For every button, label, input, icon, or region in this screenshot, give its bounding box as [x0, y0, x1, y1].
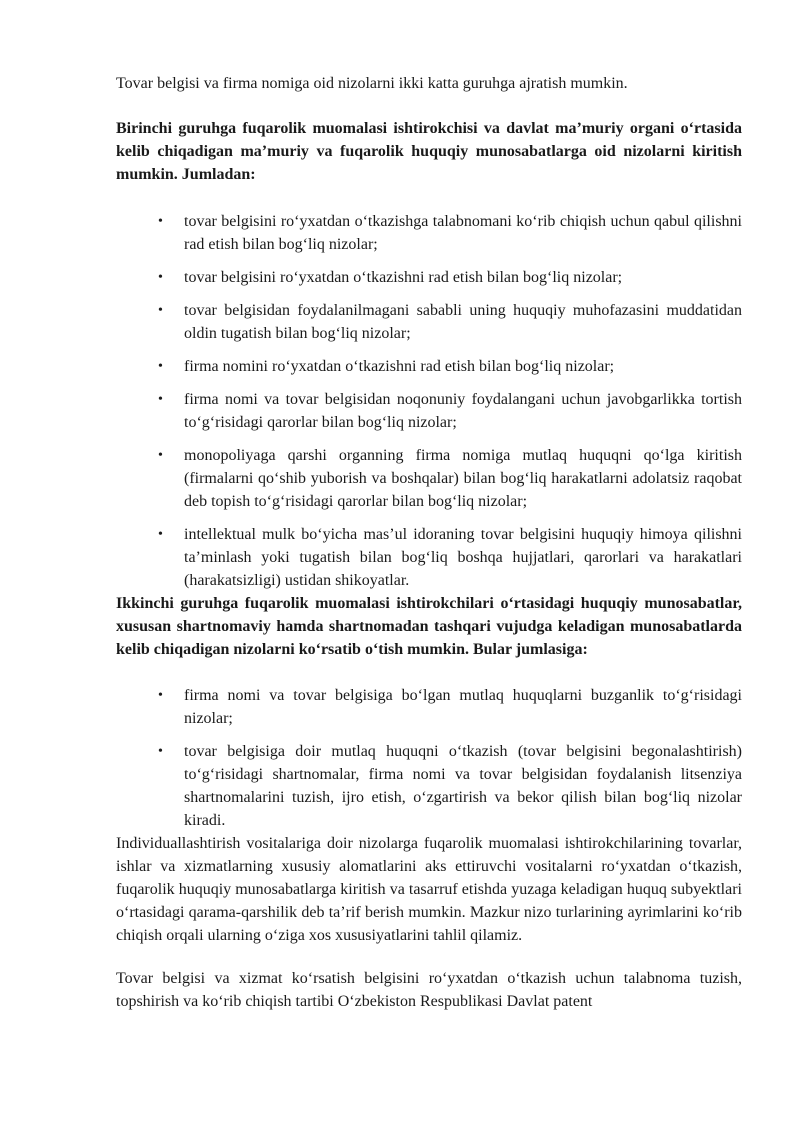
list-item-text: tovar belgisini ro‘yxatdan o‘tkazishga talabnomani ko‘rib chiqish uchun qabul qilishni rad etish bilan bog‘liq nizolar; [184, 213, 742, 253]
list-item-text: tovar belgisini ro‘yxatdan o‘tkazishni rad etish bilan bog‘liq nizolar; [184, 269, 623, 286]
list-item [116, 355, 742, 378]
list-item-text: firma nomi va tovar belgisidan noqonuniy foydalangani uchun javobgarlikka tortish to‘g‘risidagi qarorlar bilan bog‘liq nizolar; [184, 391, 742, 431]
list-item [116, 523, 742, 592]
list-item-text: intellektual mulk bo‘yicha mas’ul idoraning tovar belgisini huquqiy himoya qilishni ta’minlash yoki tugatish bilan bog‘liq boshqa hujjatlari, qarorlari va harakatlari (harakatsizligi) ustidan shikoyatlar. [184, 526, 742, 589]
section-heading-second-group: Ikkinchi guruhga fuqarolik muomalasi ishtirokchilari o‘rtasidagi huquqiy munosabatlar, xususan shartnomaviy hamda shartnomadan tashqari vujudga keladigan munosabatlarda kelib chiqadigan nizolarni ko‘rsatib o‘tish mumkin. Bular jumlasiga: [116, 595, 742, 658]
bullet-icon: • [158, 527, 163, 542]
bullet-icon: • [158, 688, 163, 703]
bullet-icon: • [158, 303, 163, 318]
bullet-icon: • [158, 392, 163, 407]
list-item-text: monopoliyaga qarshi organning firma nomiga mutlaq huquqni qo‘lga kiritish (firmalarni qo‘shib yuborish va boshqalar) bilan bog‘liq harakatlarni adolatsiz raqobat deb topish to‘g‘risidagi qarorlar bilan bog‘liq nizolar; [184, 447, 742, 510]
document-body [116, 72, 742, 1013]
bullet-icon: • [158, 214, 163, 229]
section-heading-first-group: Birinchi guruhga fuqarolik muomalasi ishtirokchisi va davlat ma’muriy organi o‘rtasida kelib chiqadigan ma’muriy va fuqarolik huquqiy munosabatlarga oid nizolarni kiritish mumkin. Jumladan: [116, 120, 742, 183]
list-item [116, 266, 742, 289]
list-item-text: firma nomini ro‘yxatdan o‘tkazishni rad etish bilan bog‘liq nizolar; [184, 358, 615, 375]
list-item-text: tovar belgisiga doir mutlaq huquqni o‘tkazish (tovar belgisini begonalashtirish) to‘g‘risidagi shartnomalar, firma nomi va tovar belgisidan foydalanish litsenziya shartnomalarini tuzish, ijro etish, o‘zgartirish va bekor qilish bilan bog‘liq nizolar kiradi. [184, 743, 742, 829]
list-item [116, 299, 742, 345]
list-item [116, 684, 742, 730]
list-item [116, 444, 742, 513]
bullet-icon: • [158, 359, 163, 374]
body-paragraph: Individuallashtirish vositalariga doir nizolarga fuqarolik muomalasi ishtirokchilarining tovarlar, ishlar va xizmatlarning xususiy alomatlarini aks ettiruvchi vositalarni ro‘yxatdan o‘tkazish, fuqarolik huquqiy munosabatlarga kiritish va tasarruf etishda yuzaga keladigan huquq subyektlari o‘rtasidagi qarama-qarshilik deb ta’rif berish mumkin. Mazkur nizo turlarining ayrimlarini ko‘rib chiqish orqali ularning o‘ziga xos xususiyatlarini tahlil qilamiz. [116, 835, 742, 944]
list-item [116, 740, 742, 832]
first-group-list [116, 210, 742, 592]
list-item [116, 388, 742, 434]
body-paragraph: Tovar belgisi va xizmat ko‘rsatish belgisini ro‘yxatdan o‘tkazish uchun talabnoma tuzish, topshirish va ko‘rib chiqish tartibi O‘zbekiston Respublikasi Davlat patent [116, 970, 742, 1010]
list-item [116, 210, 742, 256]
intro-paragraph: Tovar belgisi va firma nomiga oid nizolarni ikki katta guruhga ajratish mumkin. [116, 75, 628, 92]
bullet-icon: • [158, 448, 163, 463]
second-group-list [116, 684, 742, 832]
list-item-text: firma nomi va tovar belgisiga bo‘lgan mutlaq huquqlarni buzganlik to‘g‘risidagi nizolar; [184, 687, 742, 727]
list-item-text: tovar belgisidan foydalanilmagani sababli uning huquqiy muhofazasini muddatidan oldin tugatish bilan bog‘liq nizolar; [184, 302, 742, 342]
bullet-icon: • [158, 744, 163, 759]
bullet-icon: • [158, 270, 163, 285]
